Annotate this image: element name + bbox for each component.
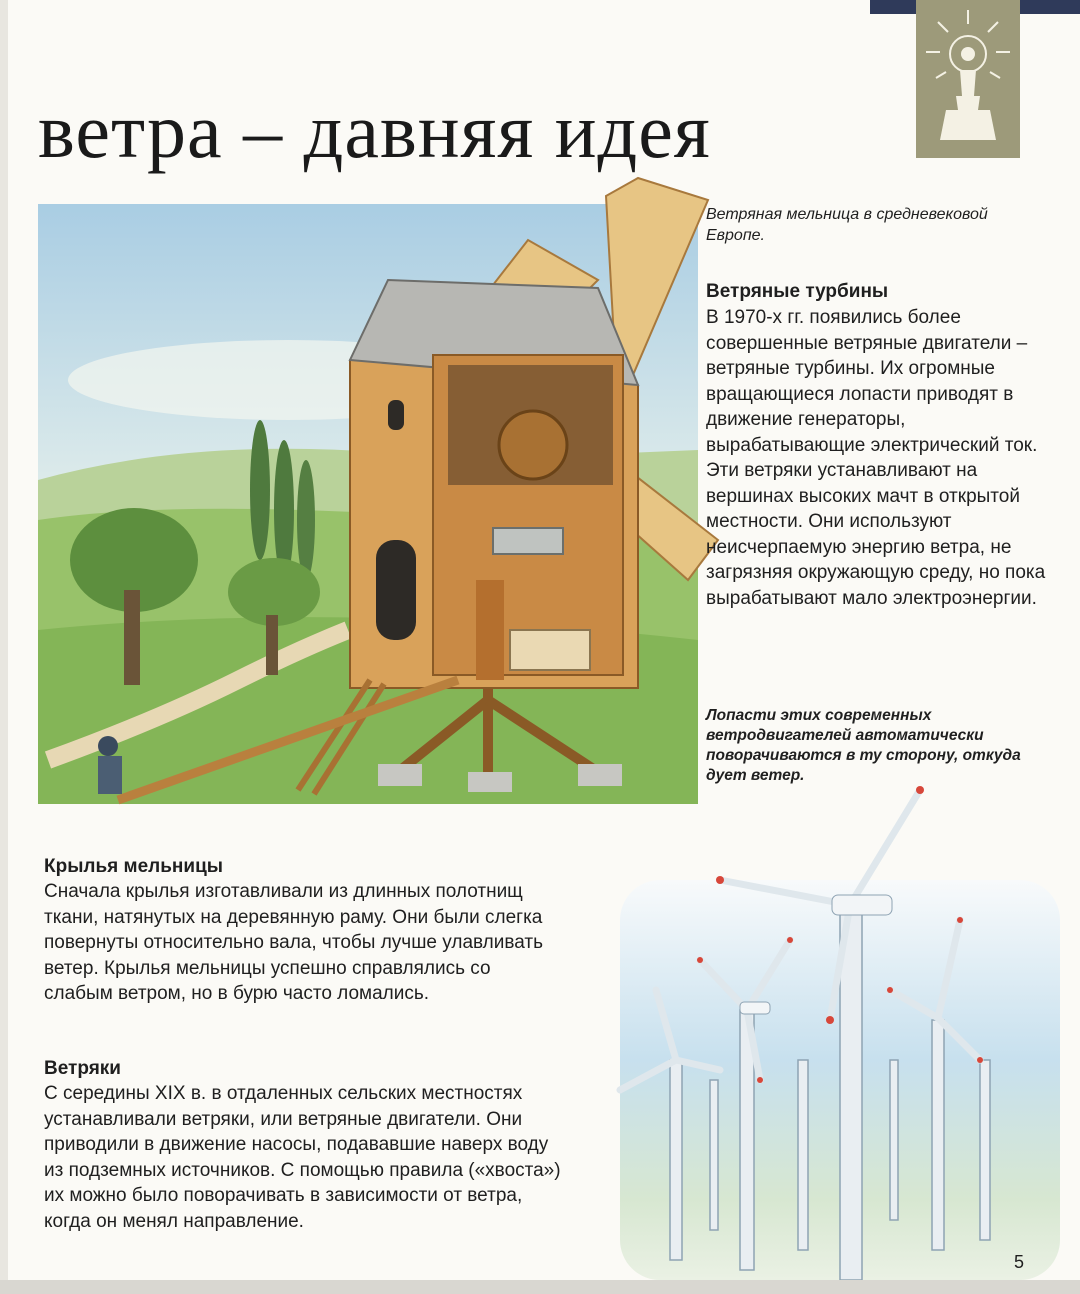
mill-wings-section: [44, 854, 554, 1007]
page-bottom-edge: [0, 1280, 1080, 1294]
mill-wings-heading: Крылья мельницы: [44, 856, 223, 877]
page-edge: [0, 0, 8, 1294]
windmills-heading: Ветряки: [44, 1058, 121, 1079]
mill-wings-text: Сначала крылья изготавливали из длинных полотнищ ткани, натянутых на деревянную раму. Они были слегка повернуты относительно вала, чтобы лучше улавливать ветер. Крылья мельницы успешно справлялись со слабым ветром, но в бурю часто ломались.: [44, 881, 544, 1004]
turbines-heading: Ветряные турбины: [706, 281, 889, 302]
page-title: ветра – давняя идея: [38, 87, 711, 174]
windmills-section: [44, 1056, 564, 1234]
lamp-badge: [916, 0, 1020, 158]
windmill-caption: Ветряная мельница в средневековой Европе.: [706, 206, 988, 244]
windmill-illustration: [38, 160, 728, 815]
lightbulb-icon: [916, 0, 1020, 158]
windmills-text: С середины XIX в. в отдаленных сельских местностях устанавливали ветряки, или ветряные двигатели. Они приводили в движение насосы, подававшие наверх воду из подземных источников. С помощью правила («хвоста») их можно было поворачивать в зависимости от ветра, когда он менял направление.: [44, 1083, 561, 1232]
turbines-caption: Лопасти этих современных ветродвигателей автоматически поворачиваются в ту сторону, откуда дует ветер.: [706, 707, 1021, 784]
page-number: 5: [1014, 1252, 1025, 1272]
turbines-text: В 1970-х гг. появились более совершенные ветряные двигатели – ветряные турбины. Их огромные вращающиеся лопасти приводят в движение генераторы, вырабатывающие электрический ток. Эти ветряки устанавливают на вершинах высоких мачт в открытой местности. Они используют неисчерпаемую энергию ветра, не загрязняя окружающую среду, но пока вырабатывают мало электроэнергии.: [706, 307, 1046, 609]
wind-turbines-illustration: [560, 760, 1060, 1285]
turbines-section: [706, 279, 1046, 611]
